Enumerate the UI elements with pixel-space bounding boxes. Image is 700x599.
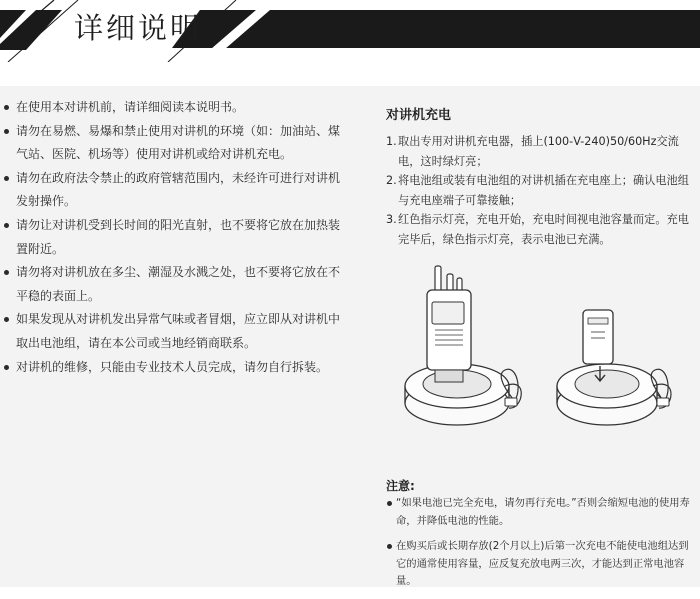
charging-title: 对讲机充电 <box>386 108 452 123</box>
bullet-icon <box>387 544 392 549</box>
bullet-icon <box>4 105 9 110</box>
notice-list <box>386 495 698 599</box>
list-item <box>0 96 345 120</box>
step-text: 取出专用对讲机充电器，插上(100-V-240)50/60Hz交流电，这时绿灯亮； <box>398 135 679 168</box>
precautions-list <box>0 96 345 379</box>
step-number: 1. <box>386 135 397 148</box>
charging-steps <box>386 132 698 250</box>
step-text: 红色指示灯亮，充电开始，充电时间视电池容量而定。充电完毕后，绿色指示灯亮，表示电池已充满。 <box>398 213 689 246</box>
radio-charger-illustration <box>405 266 521 425</box>
precaution-text: 请勿将对讲机放在多尘、潮湿及水溅之处，也不要将它放在不平稳的表面上。 <box>16 265 341 303</box>
bullet-icon <box>4 129 9 134</box>
list-item <box>0 308 345 355</box>
list-item <box>0 261 345 308</box>
list-item <box>386 132 698 171</box>
bullet-icon <box>4 176 9 181</box>
step-number: 3. <box>386 213 397 227</box>
precaution-text: 请勿在易燃、易爆和禁止使用对讲机的环境（如：加油站、煤气站、医院、机场等）使用对讲机或给对讲机充电。 <box>16 123 341 162</box>
list-item <box>386 171 698 210</box>
precaution-text: 对讲机的维修，只能由专业技术人员完成，请勿自行拆装。 <box>16 359 329 374</box>
notice-text: “如果电池已完全充电，请勿再行充电。”否则会缩短电池的使用寿命，并降低电池的性能。 <box>396 497 690 527</box>
bullet-icon <box>4 223 9 228</box>
precaution-text: 如果发现从对讲机发出异常气味或者冒烟，应立即从对讲机中取出电池组，请在本公司或当地经销商联系。 <box>16 312 341 350</box>
step-text: 将电池组或装有电池组的对讲机插在充电座上；确认电池组与充电座端子可靠接触； <box>398 174 689 207</box>
bullet-icon <box>4 317 9 322</box>
list-item <box>386 538 698 591</box>
bullet-icon <box>4 270 9 275</box>
battery-charger-illustration <box>557 310 671 425</box>
list-item <box>386 210 698 249</box>
bullet-icon <box>387 501 392 506</box>
header-banner <box>0 0 700 62</box>
list-item <box>0 120 345 167</box>
precaution-text: 请勿在政府法令禁止的政府管辖范围内，未经许可进行对讲机发射操作。 <box>16 170 341 209</box>
notice-title: 注意: <box>386 479 415 493</box>
precaution-text: 请勿让对讲机受到长时间的阳光直射，也不要将它放在加热装置附近。 <box>16 217 341 256</box>
notice-text: 在购买后或长期存放(2个月以上)后第一次充电不能使电池组达到它的通常使用容量，应反复充放电两三次，才能达到正常电池容量。 <box>396 540 689 587</box>
charging-illustration <box>395 258 685 438</box>
list-item <box>386 495 698 530</box>
list-item <box>0 356 345 380</box>
list-item <box>0 167 345 214</box>
precaution-text: 在使用本对讲机前，请详细阅读本说明书。 <box>16 100 245 114</box>
step-number: 2. <box>386 174 397 188</box>
page-title: 详细说明 <box>74 11 203 45</box>
list-item <box>0 214 345 261</box>
bullet-icon <box>4 365 9 370</box>
